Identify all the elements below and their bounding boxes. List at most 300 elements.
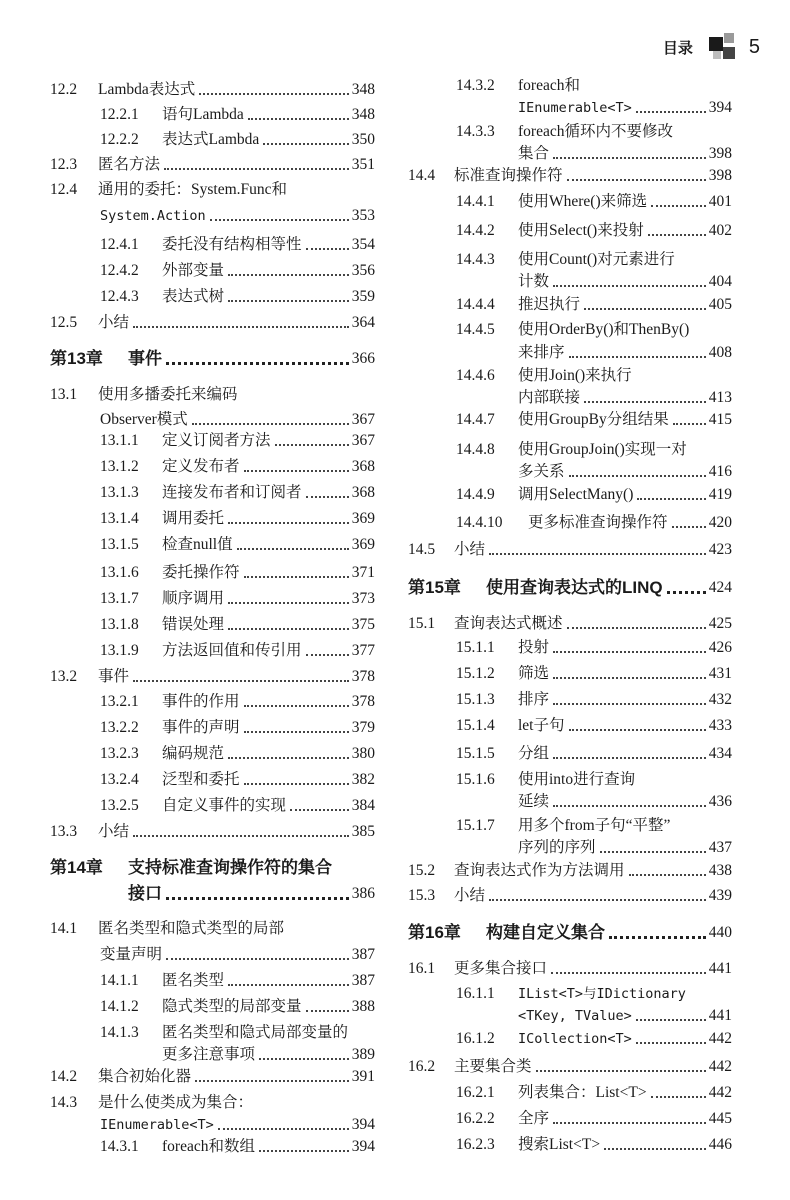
entry-page: 445	[708, 1110, 732, 1127]
entry-page: 398	[708, 145, 732, 162]
entry-page: 423	[708, 541, 732, 558]
entry-title: 匿名类型和隐式局部变量的	[162, 1024, 349, 1041]
toc-entry-subsection[interactable]	[100, 639, 375, 663]
toc-entry-subsection[interactable]	[100, 587, 375, 611]
entry-page: 442	[708, 1084, 732, 1101]
entry-title: foreach和数组	[162, 1138, 255, 1155]
toc-entry-section[interactable]	[50, 178, 287, 202]
toc-entry-continuation[interactable]	[518, 790, 732, 814]
entry-number: 16.2.2	[456, 1110, 495, 1127]
entry-page: 391	[351, 1068, 375, 1085]
chapter-number: 第13章	[50, 349, 103, 368]
entry-title: 更多标准查询操作符	[528, 514, 668, 531]
entry-number: 15.1.1	[456, 639, 495, 656]
entry-page: 354	[351, 236, 375, 253]
running-header-title: 目录	[662, 39, 693, 57]
entry-title: 定义订阅者方法	[162, 432, 271, 449]
toc-entry-subsection[interactable]	[100, 285, 375, 309]
entry-page: 394	[351, 1138, 375, 1155]
dot-leader	[648, 234, 706, 236]
toc-entry-continuation[interactable]	[100, 204, 375, 228]
entry-page: 404	[708, 273, 732, 290]
entry-number: 14.4.4	[456, 296, 495, 313]
entry-title: 方法返回值和传引用	[162, 642, 302, 659]
dot-leader	[306, 248, 349, 250]
toc-entry-chapter[interactable]	[50, 856, 332, 880]
entry-title: 匿名类型	[162, 972, 225, 989]
dot-leader	[569, 356, 706, 358]
entry-title: 小结	[454, 887, 486, 904]
entry-title: 委托没有结构相等性	[162, 236, 302, 253]
dot-leader	[237, 548, 349, 550]
entry-title: 排序	[518, 691, 550, 708]
dot-leader	[489, 899, 706, 901]
entry-number: 13.1.9	[100, 642, 139, 659]
toc-entry-subsection[interactable]	[100, 455, 375, 479]
entry-number: 13.1.5	[100, 536, 139, 553]
toc-entry-chapter[interactable]	[408, 576, 732, 600]
chapter-number: 第16章	[408, 923, 461, 942]
toc-entry-subsection[interactable]	[456, 688, 732, 712]
entry-number: 15.1.4	[456, 717, 495, 734]
dot-leader	[567, 627, 706, 629]
dot-leader	[306, 496, 349, 498]
entry-page: 431	[708, 665, 732, 682]
dot-leader	[584, 401, 706, 403]
entry-number: 13.2.2	[100, 719, 139, 736]
toc-entry-chapter[interactable]	[50, 347, 375, 371]
toc-entry-subsection[interactable]	[100, 561, 375, 585]
toc-entry-subsection[interactable]	[100, 690, 375, 714]
toc-entry-subsection[interactable]	[100, 1021, 348, 1045]
entry-page: 382	[351, 771, 375, 788]
entry-title: Lambda表达式	[98, 81, 196, 98]
entry-page: 387	[351, 972, 375, 989]
entry-title: 列表集合：List<T>	[518, 1084, 647, 1101]
toc-entry-subsection[interactable]	[100, 259, 375, 283]
dot-leader	[244, 783, 349, 785]
toc-entry-subsection[interactable]	[456, 190, 732, 214]
toc-entry-subsection[interactable]	[456, 662, 732, 686]
toc-entry-section[interactable]	[50, 917, 284, 941]
entry-page: 373	[351, 590, 375, 607]
entry-number: 14.4.2	[456, 222, 495, 239]
entry-title: 小结	[98, 314, 130, 331]
entry-number: 14.4.8	[456, 441, 495, 458]
toc-entry-continuation[interactable]	[518, 270, 732, 294]
dot-leader	[567, 179, 706, 181]
toc-entry-subsection[interactable]	[456, 120, 673, 144]
entry-title: 搜索List<T>	[518, 1136, 601, 1153]
dot-leader	[551, 972, 706, 974]
toc-entry-subsection[interactable]	[456, 1081, 732, 1105]
entry-page: 371	[351, 564, 375, 581]
entry-title-line2: 更多注意事项	[162, 1046, 256, 1063]
entry-page: 401	[708, 193, 732, 210]
entry-title: 表达式Lambda	[162, 131, 260, 148]
entry-number: 12.4.2	[100, 262, 139, 279]
entry-page: 388	[351, 998, 375, 1015]
entry-page: 369	[351, 536, 375, 553]
entry-number: 15.1.2	[456, 665, 495, 682]
entry-title: 用多个from子句“平整”	[518, 817, 671, 834]
entry-page: 408	[708, 344, 732, 361]
dot-leader	[651, 205, 706, 207]
dot-leader	[489, 553, 706, 555]
entry-number: 14.4.10	[456, 514, 503, 531]
toc-entry-subsection[interactable]	[100, 768, 375, 792]
entry-title: 小结	[454, 541, 486, 558]
dot-leader	[306, 654, 349, 656]
toc-entry-subsection[interactable]	[456, 408, 732, 432]
entry-number: 13.2.4	[100, 771, 139, 788]
dot-leader	[244, 731, 349, 733]
dot-leader	[636, 1019, 706, 1021]
entry-page: 442	[708, 1058, 732, 1075]
entry-page: 356	[351, 262, 375, 279]
entry-title: 检查null值	[162, 536, 233, 553]
toc-entry-subsection[interactable]	[456, 982, 686, 1006]
entry-number: 13.1.3	[100, 484, 139, 501]
toc-entry-section[interactable]	[50, 820, 375, 844]
toc-entry-subsection[interactable]	[456, 248, 675, 272]
entry-number: 13.2	[50, 668, 78, 685]
entry-number: 16.2	[408, 1058, 436, 1075]
dot-leader	[166, 958, 349, 960]
entry-title: 表达式树	[162, 288, 225, 305]
toc-entry-subsection[interactable]	[456, 318, 689, 342]
toc-entry-subsection[interactable]	[456, 714, 732, 738]
toc-entry-continuation[interactable]	[518, 836, 732, 860]
entry-page: 380	[351, 745, 375, 762]
entry-page: 359	[351, 288, 375, 305]
dot-leader	[584, 308, 706, 310]
entry-number: 12.2	[50, 81, 78, 98]
entry-page: 438	[708, 862, 732, 879]
dot-leader	[553, 157, 706, 159]
dot-leader	[259, 1150, 349, 1152]
entry-page: 425	[708, 615, 732, 632]
entry-title-line2: 集合	[518, 145, 550, 162]
toc-entry-section[interactable]	[50, 78, 375, 102]
toc-entry-subsection[interactable]	[456, 1027, 732, 1051]
entry-number: 14.4.3	[456, 251, 495, 268]
entry-title: 错误处理	[162, 616, 225, 633]
entry-title: 通用的委托：System.Func和	[98, 181, 288, 198]
entry-page: 387	[351, 946, 375, 963]
entry-page: 402	[708, 222, 732, 239]
dot-leader	[133, 680, 349, 682]
toc-entry-continuation[interactable]	[100, 1113, 375, 1137]
entry-number: 16.1	[408, 960, 436, 977]
entry-title: 是什么使类成为集合：	[98, 1094, 254, 1111]
entry-title-line2: <TKey, TValue>	[518, 1008, 632, 1024]
toc-entry-section[interactable]	[50, 311, 375, 335]
dot-leader	[609, 936, 706, 939]
entry-number: 15.3	[408, 887, 436, 904]
toc-entry-subsection[interactable]	[456, 483, 732, 507]
entry-page: 375	[351, 616, 375, 633]
dot-leader	[673, 423, 706, 425]
entry-page: 420	[708, 514, 732, 531]
entry-number: 15.1.3	[456, 691, 495, 708]
toc-entry-subsection[interactable]	[100, 507, 375, 531]
toc-entry-subsection[interactable]	[456, 1107, 732, 1131]
dot-leader	[569, 729, 706, 731]
dot-leader	[228, 628, 349, 630]
dot-leader	[553, 677, 706, 679]
dot-leader	[275, 444, 349, 446]
toc-entry-subsection[interactable]	[100, 742, 375, 766]
toc-entry-subsection[interactable]	[100, 429, 375, 453]
entry-number: 14.4	[408, 167, 436, 184]
toc-entry-continuation[interactable]	[518, 386, 732, 410]
entry-title: foreach和	[518, 77, 580, 94]
entry-title: 连接发布者和订阅者	[162, 484, 302, 501]
entry-number: 15.1	[408, 615, 436, 632]
chapter-title: 构建自定义集合	[486, 923, 605, 942]
entry-page: 379	[351, 719, 375, 736]
toc-entry-section[interactable]	[408, 538, 732, 562]
entry-title: 委托操作符	[162, 564, 240, 581]
entry-title: let子句	[518, 717, 565, 734]
dot-leader	[553, 805, 706, 807]
entry-number: 14.3.2	[456, 77, 495, 94]
toc-entry-section[interactable]	[50, 665, 375, 689]
dot-leader	[553, 651, 706, 653]
entry-number: 13.2.1	[100, 693, 139, 710]
dot-leader	[569, 475, 706, 477]
toc-entry-section[interactable]	[408, 957, 732, 981]
entry-title-line2: 延续	[518, 793, 550, 810]
entry-page: 440	[708, 924, 732, 941]
entry-number: 16.2.1	[456, 1084, 495, 1101]
entry-number: 15.1.7	[456, 817, 495, 834]
entry-number: 13.1.8	[100, 616, 139, 633]
entry-page: 415	[708, 411, 732, 428]
dot-leader	[228, 602, 349, 604]
dot-leader	[259, 1058, 349, 1060]
entry-page: 367	[351, 411, 375, 428]
toc-column-right	[408, 0, 732, 1200]
dot-leader	[228, 274, 349, 276]
toc-entry-subsection[interactable]	[456, 219, 732, 243]
toc-entry-section[interactable]	[408, 1055, 732, 1079]
toc-entry-continuation[interactable]	[518, 460, 732, 484]
toc-entry-subsection[interactable]	[100, 613, 375, 637]
entry-page: 441	[708, 1007, 732, 1024]
entry-title: 外部变量	[162, 262, 225, 279]
entry-number: 14.1.3	[100, 1024, 139, 1041]
entry-title-line2: IEnumerable<T>	[518, 100, 632, 116]
toc-entry-section[interactable]	[50, 1065, 375, 1089]
toc-entry-continuation[interactable]	[162, 1043, 375, 1067]
dot-leader	[651, 1096, 706, 1098]
dot-leader	[553, 1122, 706, 1124]
toc-entry-subsection[interactable]	[100, 794, 375, 818]
entry-number: 14.4.1	[456, 193, 495, 210]
entry-number: 13.1.2	[100, 458, 139, 475]
toc-entry-subsection[interactable]	[456, 438, 687, 462]
entry-title: 编码规范	[162, 745, 225, 762]
entry-number: 13.3	[50, 823, 78, 840]
toc-entry-section[interactable]	[50, 383, 238, 407]
toc-entry-subsection[interactable]	[100, 969, 375, 993]
toc-entry-subsection[interactable]	[100, 995, 375, 1019]
entry-page: 378	[351, 668, 375, 685]
toc-entry-subsection[interactable]	[100, 1135, 375, 1159]
entry-number: 14.2	[50, 1068, 78, 1085]
entry-page: 348	[351, 106, 375, 123]
entry-page: 367	[351, 432, 375, 449]
toc-entry-section[interactable]	[408, 612, 732, 636]
toc-entry-subsection[interactable]	[100, 716, 375, 740]
entry-page: 386	[351, 885, 375, 902]
entry-page: 405	[708, 296, 732, 313]
entry-page: 369	[351, 510, 375, 527]
entry-number: 13.1.6	[100, 564, 139, 581]
entry-title: 主要集合类	[454, 1058, 532, 1075]
entry-number: 14.4.6	[456, 367, 495, 384]
dot-leader	[218, 1128, 349, 1130]
dot-leader	[199, 93, 348, 95]
toc-entry-continuation[interactable]	[518, 96, 732, 120]
entry-number: 14.1.2	[100, 998, 139, 1015]
toc-entry-subsection[interactable]	[456, 364, 632, 388]
entry-title: 使用Join()来执行	[518, 367, 632, 384]
toc-entry-subsection[interactable]	[100, 533, 375, 557]
chapter-number: 第14章	[50, 858, 103, 877]
toc-entry-section[interactable]	[50, 153, 375, 177]
toc-entry-continuation[interactable]	[100, 943, 375, 967]
dot-leader	[306, 1010, 349, 1012]
toc-entry-subsection[interactable]	[100, 103, 375, 127]
entry-page: 434	[708, 745, 732, 762]
toc-entry-subsection[interactable]	[100, 481, 375, 505]
entry-page: 368	[351, 484, 375, 501]
toc-entry-subsection[interactable]	[100, 128, 375, 152]
entry-number: 13.1.1	[100, 432, 139, 449]
entry-page: 394	[708, 99, 732, 116]
toc-entry-subsection[interactable]	[456, 768, 635, 792]
dot-leader	[553, 703, 706, 705]
entry-number: 12.4.3	[100, 288, 139, 305]
toc-entry-continuation[interactable]	[518, 1004, 732, 1028]
toc-entry-subsection[interactable]	[456, 636, 732, 660]
entry-number: 13.1	[50, 386, 78, 403]
entry-number: 13.1.4	[100, 510, 139, 527]
entry-title-line2: 变量声明	[100, 946, 163, 963]
dot-leader	[600, 851, 706, 853]
entry-title: 小结	[98, 823, 130, 840]
dot-leader	[636, 1042, 706, 1044]
toc-entry-continuation[interactable]	[128, 882, 375, 906]
entry-title: 筛选	[518, 665, 550, 682]
entry-title: ICollection<T>	[518, 1031, 632, 1047]
entry-title: 隐式类型的局部变量	[162, 998, 302, 1015]
entry-page: 441	[708, 960, 732, 977]
dot-leader	[248, 118, 349, 120]
entry-title-line2: Observer模式	[100, 411, 188, 428]
dot-leader	[536, 1070, 706, 1072]
toc-entry-section[interactable]	[50, 1091, 253, 1115]
toc-entry-subsection[interactable]	[456, 742, 732, 766]
toc-entry-subsection[interactable]	[456, 74, 580, 98]
entry-title: 更多集合接口	[454, 960, 548, 977]
toc-entry-section[interactable]	[408, 884, 732, 908]
dot-leader	[164, 168, 349, 170]
toc-entry-chapter[interactable]	[408, 921, 732, 945]
entry-page: 436	[708, 793, 732, 810]
entry-number: 13.1.7	[100, 590, 139, 607]
entry-title: 匿名类型和隐式类型的局部	[98, 920, 285, 937]
toc-entry-subsection[interactable]	[456, 1133, 732, 1157]
entry-page: 432	[708, 691, 732, 708]
toc-entry-section[interactable]	[408, 164, 732, 188]
dot-leader	[228, 522, 349, 524]
entry-page: 398	[708, 167, 732, 184]
entry-page: 348	[351, 81, 375, 98]
entry-page: 364	[351, 314, 375, 331]
toc-entry-subsection[interactable]	[456, 814, 670, 838]
toc-entry-subsection[interactable]	[456, 293, 732, 317]
entry-title: 使用Select()来投射	[518, 222, 644, 239]
dot-leader	[636, 111, 706, 113]
entry-title: 泛型和委托	[162, 771, 240, 788]
toc-entry-section[interactable]	[408, 859, 732, 883]
entry-number: 12.5	[50, 314, 78, 331]
entry-number: 12.4.1	[100, 236, 139, 253]
toc-entry-subsection[interactable]	[456, 511, 732, 535]
toc-column-left	[50, 0, 375, 1200]
dot-leader	[244, 576, 349, 578]
toc-entry-continuation[interactable]	[518, 341, 732, 365]
dot-leader	[290, 809, 349, 811]
entry-title: 事件的声明	[162, 719, 240, 736]
toc-entry-continuation[interactable]	[518, 142, 732, 166]
dot-leader	[228, 757, 349, 759]
entry-page: 413	[708, 389, 732, 406]
entry-title-line2: 计数	[518, 273, 550, 290]
dot-leader	[133, 835, 349, 837]
entry-title: 语句Lambda	[162, 106, 244, 123]
entry-number: 16.1.2	[456, 1030, 495, 1047]
dot-leader	[195, 1080, 349, 1082]
entry-number: 15.2	[408, 862, 436, 879]
entry-page: 394	[351, 1116, 375, 1133]
entry-title-line2: 多关系	[518, 463, 565, 480]
entry-number: 15.1.5	[456, 745, 495, 762]
dot-leader	[210, 219, 349, 221]
dot-leader	[553, 285, 706, 287]
entry-number: 14.5	[408, 541, 436, 558]
entry-number: 14.4.5	[456, 321, 495, 338]
entry-title: 全序	[518, 1110, 550, 1127]
entry-page: 368	[351, 458, 375, 475]
entry-title: 使用GroupJoin()实现一对	[518, 441, 687, 458]
entry-title-line2: System.Action	[100, 208, 206, 224]
toc-entry-subsection[interactable]	[100, 233, 375, 257]
entry-title: 集合初始化器	[98, 1068, 192, 1085]
entry-title: 查询表达式概述	[454, 615, 563, 632]
dot-leader	[228, 300, 349, 302]
entry-number: 14.3	[50, 1094, 78, 1111]
entry-title: 推迟执行	[518, 296, 581, 313]
entry-title: IList<T>与IDictionary	[518, 986, 686, 1002]
dot-leader	[629, 874, 706, 876]
entry-number: 16.2.3	[456, 1136, 495, 1153]
entry-number: 14.1.1	[100, 972, 139, 989]
